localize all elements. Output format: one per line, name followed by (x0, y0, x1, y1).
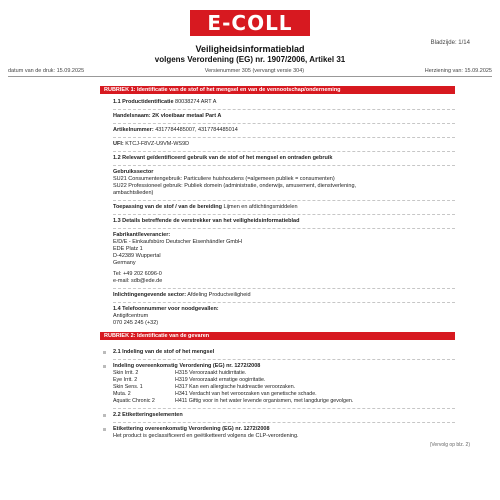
separator (113, 214, 455, 215)
separator (113, 137, 455, 138)
article-number (113, 127, 238, 134)
company-name: E/D/E - Einkaufsbüro Deutscher Eisenhändler GmbH (113, 239, 243, 245)
article-number-value: 4317784485007, 4317784485014 (155, 127, 238, 133)
labelling-text: Het product is geclassificeerd en geëtiketteerd volgens de CLP-verordening. (113, 433, 299, 439)
ufi-value: KTCJ-F8VZ-U9VM-WS9D (125, 141, 190, 147)
street-address: EDE Platz 1 (113, 246, 143, 252)
document-title: Veiligheidsinformatieblad (195, 44, 305, 54)
information-sector-value: Afdeling Productveiligheid (187, 292, 251, 298)
separator (113, 408, 455, 409)
page-number: Bladzijde: 1/14 (430, 40, 470, 46)
product-id-value: 80038274 ART A (175, 99, 217, 105)
city: D-42389 Wuppertal (113, 253, 161, 259)
application (113, 204, 298, 211)
article-number-label: Artikelnummer: (113, 127, 154, 133)
company-logo: E-COLL (190, 10, 310, 36)
hazard-class: Eye Irrit. 2 (113, 377, 138, 383)
trade-name (113, 113, 221, 120)
hazard-row (113, 370, 246, 376)
hazard-statement: H319 Veroorzaakt ernstige oogirritatie. (175, 377, 266, 383)
hazard-class: Aquatic Chronic 2 (113, 398, 155, 404)
emergency-phone: 070 245 245 (+32) (113, 320, 159, 326)
version-number: Versienummer 305 (vervangt versie 304) (204, 68, 305, 74)
information-sector (113, 292, 251, 299)
label-elements-heading: 2.2 Etiketteringselementen (113, 412, 183, 418)
hazard-class: Muta. 2 (113, 391, 131, 397)
separator (113, 151, 455, 152)
supplier-heading: 1.3 Details betreffende de verstrekker van het veiligheidsinformatieblad (113, 218, 300, 224)
hazard-class: Skin Irrit. 2 (113, 370, 139, 376)
clp-classification-heading: Indeling overeenkomstig Verordening (EG) nr. 1272/2008 (113, 363, 261, 369)
product-identification (113, 99, 216, 106)
section-1-header: RUBRIEK 1: Identificatie van de stof of het mengsel en van de vennootschap/onderneming (100, 86, 455, 94)
bullet-marker (103, 414, 106, 417)
revision-date: Herziening van: 15.09.2025 (424, 68, 492, 74)
separator (113, 200, 455, 201)
use-su21: SU21 Consumentengebruik: Particuliere huishoudens (=algemeen publiek = consumenten) (113, 176, 335, 182)
hazard-statement: H411 Giftig voor in het water levende organismen, met langdurige gevolgen. (175, 398, 354, 404)
emergency-heading: 1.4 Telefoonnummer voor noodgevallen: (113, 306, 219, 312)
country: Germany (113, 260, 136, 266)
hazard-statement: H341 Verdacht van het veroorzaken van genetische schade. (175, 391, 317, 397)
hazard-statement: H315 Veroorzaakt huidirritatie. (175, 370, 247, 376)
header-divider (8, 76, 492, 77)
use-su22-cont: ambachtslieden) (113, 190, 154, 196)
information-sector-label: Inlichtingengevende sector: (113, 292, 187, 298)
document-subtitle: volgens Verordening (EG) nr. 1907/2006, Artikel 31 (154, 55, 346, 64)
emergency-name: Antigifcentrum (113, 313, 149, 319)
separator (113, 228, 455, 229)
ufi-label: UFI: (113, 141, 124, 147)
application-value: Lijmen en afdichtingsmiddelen (223, 204, 298, 210)
ufi (113, 141, 189, 148)
application-label: Toepassing van de stof / van de bereiding (113, 204, 223, 210)
separator (113, 359, 455, 360)
manufacturer-label: Fabrikant/leverancier: (113, 232, 171, 238)
bullet-marker (103, 428, 106, 431)
product-id-label: 1.1 Productidentificatie (113, 99, 174, 105)
separator (113, 422, 455, 423)
document-meta (8, 68, 492, 74)
separator (113, 288, 455, 289)
print-date: datum van de druk: 15.09.2025 (8, 68, 85, 74)
email[interactable]: e-mail: sdb@ede.de (113, 278, 163, 284)
separator (113, 123, 455, 124)
bullet-marker (103, 365, 106, 368)
hazard-row (113, 384, 295, 390)
hazard-row (113, 377, 265, 383)
labelling-heading: Etikettering overeenkomstig Verordening (EG) nr. 1272/2008 (113, 426, 270, 432)
phone: Tel: +49 202 6096-0 (113, 271, 162, 277)
hazard-row (113, 398, 353, 404)
trade-name-label: Handelsnaam: (113, 113, 151, 119)
separator (113, 109, 455, 110)
section-2-header: RUBRIEK 2: Identificatie van de gevaren (100, 332, 455, 340)
hazard-row (113, 391, 317, 397)
use-sector-label: Gebruikssector (113, 169, 154, 175)
classification-heading: 2.1 Indeling van de stof of het mengsel (113, 349, 215, 355)
hazard-statement: H317 Kan een allergische huidreactie veroorzaken. (175, 384, 296, 390)
separator (113, 165, 455, 166)
trade-name-value: 2K vloeibaar metaal Part A (152, 113, 222, 119)
bullet-marker (103, 351, 106, 354)
separator (113, 302, 455, 303)
relevant-use-heading: 1.2 Relevant geïdentificeerd gebruik van de stof of het mengsel en ontraden gebruik (113, 155, 333, 161)
hazard-class: Skin Sens. 1 (113, 384, 143, 390)
use-su22: SU22 Professioneel gebruik: Publiek domein (administratie, onderwijs, amusement, dienstverlening, (113, 183, 357, 189)
continued-note: (Vervolg op blz. 2) (429, 442, 470, 448)
